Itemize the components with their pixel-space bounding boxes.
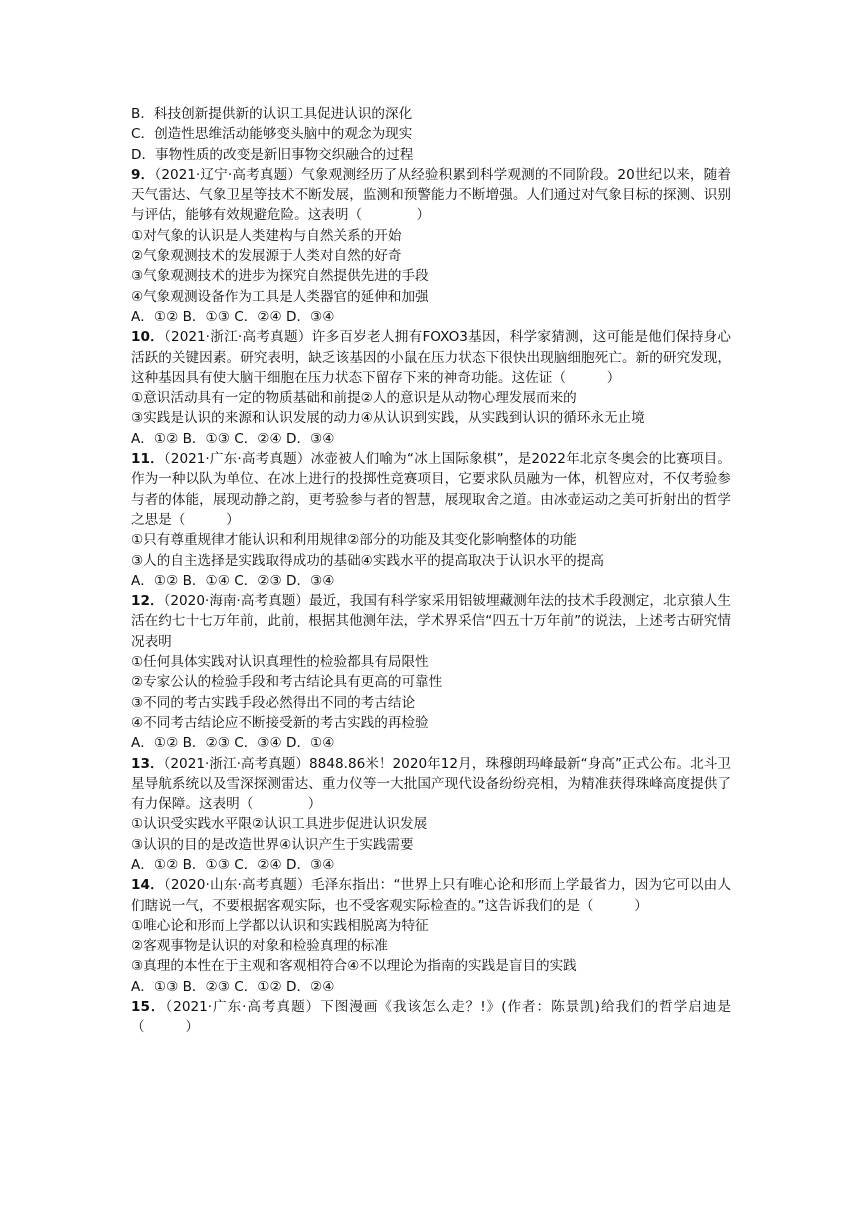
question-number: 10． bbox=[131, 329, 165, 346]
question-text: （2021·广东·高考真题）冰壶被人们喻为“冰上国际象棋”，是2022年北京冬奥会的比赛项目。作为一种以队为单位、在冰上进行的投掷性竞赛项目，它要求队员融为一体，机智应对，不仅考验参与者的体能，展现动静之韵，更考验参与者的智慧，展现取舍之道。由冰壶运动之美可折射出的哲学之思是（ ） bbox=[131, 451, 731, 528]
question-number: 13． bbox=[131, 755, 164, 772]
answer-choices: A．①② B．①③ C．②④ D．③④ bbox=[131, 430, 335, 447]
statement-item: ①任何具体实践对认识真理性的检验都具有局限性 bbox=[131, 654, 429, 671]
question-number: 12． bbox=[131, 593, 164, 610]
statement-item: ①对气象的认识是人类建构与自然关系的开始 bbox=[131, 227, 402, 244]
answer-choices: A．①③ B．②③ C．①② D．②④ bbox=[131, 978, 335, 995]
question-text: （2021·浙江·高考真题）8848.86米！2020年12月，珠穆朗玛峰最新“身高”正式公布。北斗卫星导航系统以及雪深探测雷达、重力仪等一大批国产现代设备纷纷亮相，为精准获得珠峰高度提供了有力保障。这表明（ ） bbox=[131, 755, 731, 813]
question-text: （2021·浙江·高考真题）许多百岁老人拥有FOXO3基因，科学家猜测，这可能是他们保持身心活跃的关键因素。研究表明，缺乏该基因的小鼠在压力状态下很快出现脑细胞死亡。新的研究发现，这种基因具有使大脑干细胞在压力状态下留存下来的神奇功能。这佐证（ ） bbox=[131, 329, 731, 386]
question-text: （2020·海南·高考真题）最近，我国有科学家采用铝铍埋藏测年法的技术手段测定，北京猿人生活在约七十七万年前，此前，根据其他测年法，学术界采信“四五十万年前”的说法，上述考古研究情况表明 bbox=[131, 593, 732, 650]
statement-item: ①只有尊重规律才能认识和利用规律②部分的功能及其变化影响整体的功能 bbox=[131, 532, 577, 549]
answer-choices: A．①② B．①③ C．②④ D．③④ bbox=[131, 856, 335, 873]
option-b: B．科技创新提供新的认识工具促进认识的深化 bbox=[131, 106, 413, 122]
question-9-stem bbox=[131, 165, 731, 226]
question-text: （2020·山东·高考真题）毛泽东指出：“世界上只有唯心论和形而上学最省力，因为它可以由人们瞎说一气，不要根据客观实际，也不受客观实际检查的。”这告诉我们的是（ ） bbox=[131, 877, 731, 914]
question-14-stem bbox=[131, 875, 731, 916]
statement-item: ②气象观测技术的发展源于人类对自然的好奇 bbox=[131, 248, 402, 265]
option-c: C．创造性思维活动能够变头脑中的观念为现实 bbox=[131, 126, 413, 143]
statement-item: ③真理的本性在于主观和客观相符合④不以理论为指南的实践是盲目的实践 bbox=[131, 958, 577, 975]
statement-item: ③实践是认识的来源和认识发展的动力④从认识到实践，从实践到认识的循环永无止境 bbox=[131, 410, 645, 427]
question-15-stem bbox=[131, 997, 731, 1038]
question-10-stem bbox=[131, 327, 731, 388]
question-text: （2021·广东·高考真题）下图漫画《我该怎么走？!》(作者：陈景凯)给我们的哲学启迪是（ ） bbox=[131, 999, 732, 1036]
answer-choices: A．①② B．①③ C．②④ D．③④ bbox=[131, 308, 335, 325]
statement-item: ①唯心论和形而上学都以认识和实践相脱离为特征 bbox=[131, 917, 429, 934]
question-12-stem bbox=[131, 591, 731, 652]
statement-item: ④不同考古结论应不断接受新的考古实践的再检验 bbox=[131, 714, 429, 731]
question-11-stem bbox=[131, 449, 731, 530]
option-d: D．事物性质的改变是新旧事物交织融合的过程 bbox=[131, 146, 414, 163]
statement-item: ①认识受实践水平限②认识工具进步促进认识发展 bbox=[131, 816, 428, 833]
document-page bbox=[131, 104, 731, 1038]
statement-item: ③不同的考古实践手段必然得出不同的考古结论 bbox=[131, 694, 416, 711]
statement-item: ②客观事物是认识的对象和检验真理的标准 bbox=[131, 938, 388, 955]
question-number: 14． bbox=[131, 877, 164, 894]
statement-item: ②专家公认的检验手段和考古结论具有更高的可靠性 bbox=[131, 674, 443, 691]
question-text: （2021·辽宁·高考真题）气象观测经历了从经验积累到科学观测的不同阶段。20世纪以来，随着天气雷达、气象卫星等技术不断发展，监测和预警能力不断增强。人们通过对气象目标的探测、识别与评估，能够有效规避危险。这表明（ ） bbox=[131, 166, 731, 224]
question-number: 11． bbox=[131, 451, 164, 468]
statement-item: ③人的自主选择是实践取得成功的基础④实践水平的提高取决于认识水平的提高 bbox=[131, 552, 604, 569]
statement-item: ④气象观测设备作为工具是人类器官的延伸和加强 bbox=[131, 288, 429, 305]
statement-item: ③气象观测技术的进步为探究自然提供先进的手段 bbox=[131, 268, 429, 285]
statement-item: ③认识的目的是改造世界④认识产生于实践需要 bbox=[131, 836, 414, 853]
answer-choices: A．①② B．②③ C．③④ D．①④ bbox=[131, 735, 335, 752]
answer-choices: A．①② B．①④ C．②③ D．③④ bbox=[131, 572, 335, 589]
question-number: 9． bbox=[131, 166, 155, 183]
statement-item: ①意识活动具有一定的物质基础和前提②人的意识是从动物心理发展而来的 bbox=[131, 390, 577, 407]
question-number: 15． bbox=[131, 999, 166, 1016]
question-13-stem bbox=[131, 754, 731, 815]
